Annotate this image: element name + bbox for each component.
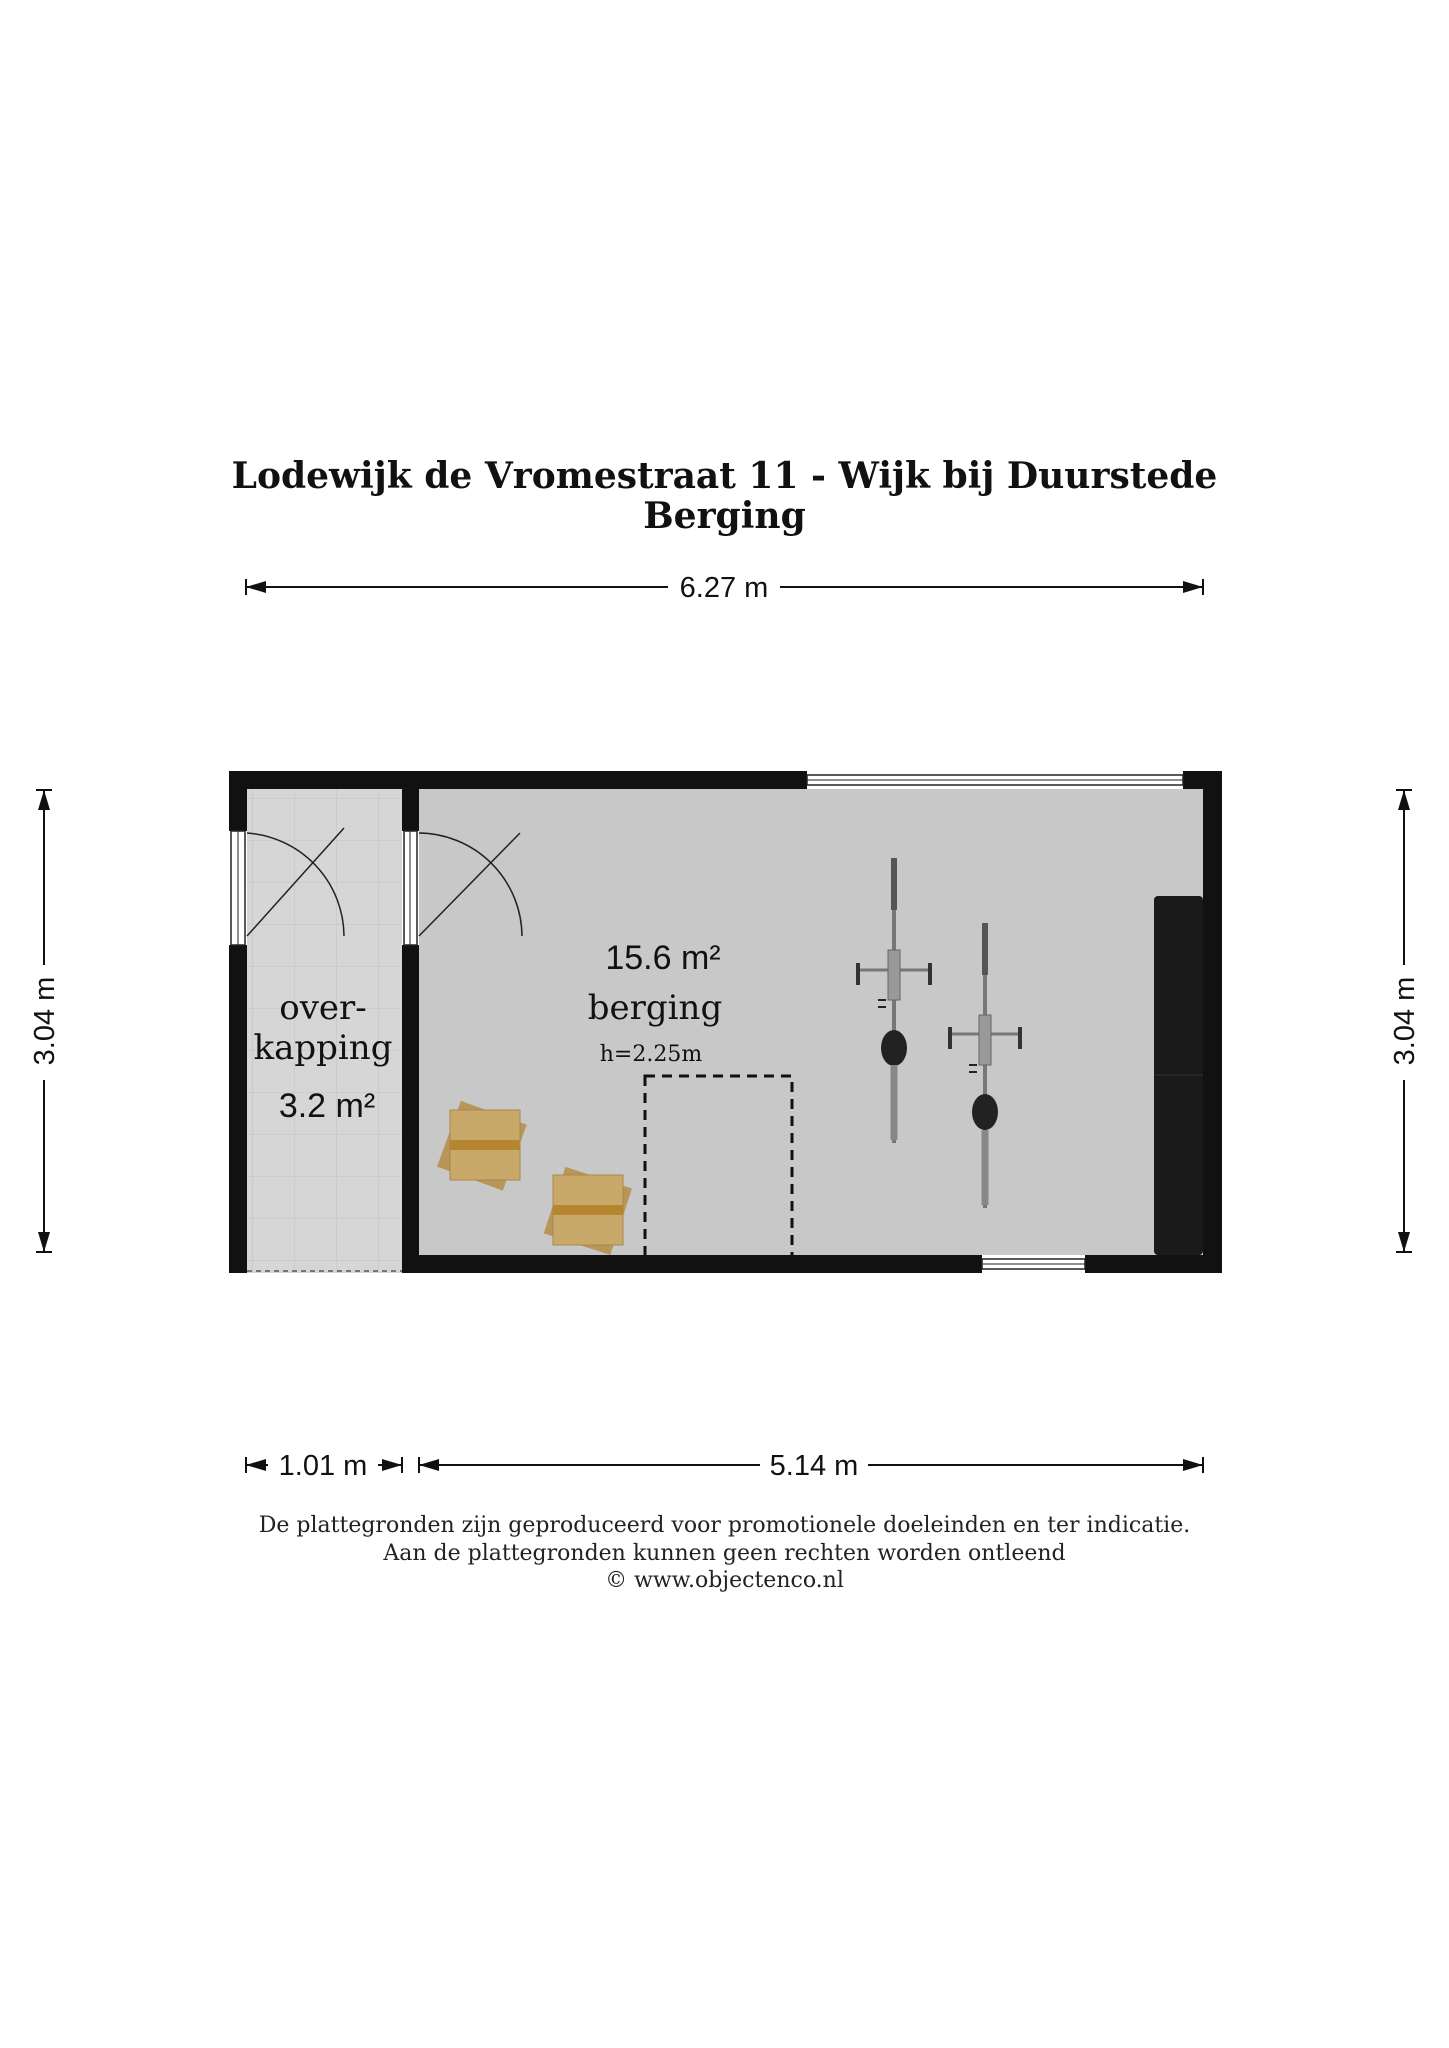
plan-title: Lodewijk de Vromestraat 11 - Wijk bij Duurstede xyxy=(231,455,1218,497)
window-icon xyxy=(807,775,1183,785)
cardboard-box-icon xyxy=(437,1101,527,1191)
disclaimer-line-3: © www.objectenco.nl xyxy=(605,1568,844,1593)
dimension-right-height-label: 3.04 m xyxy=(1389,976,1421,1066)
cardboard-box-icon xyxy=(544,1167,632,1255)
berging-area: 15.6 m² xyxy=(605,939,721,977)
dimension-overkapping-width-label: 1.01 m xyxy=(278,1450,368,1482)
dimension-left-height-label: 3.04 m xyxy=(29,976,61,1066)
berging-name: berging xyxy=(587,988,723,1028)
disclaimer-line-1: De plattegronden zijn geproduceerd voor promotionele doeleinden en ter indicatie. xyxy=(258,1513,1191,1538)
dimension-overkapping-width xyxy=(246,1450,402,1482)
dimension-left-height xyxy=(29,790,61,1252)
window-icon xyxy=(982,1259,1085,1269)
dimension-berging-width xyxy=(419,1450,1203,1482)
disclaimer-line-2: Aan de plattegronden kunnen geen rechten worden ontleend xyxy=(383,1541,1066,1566)
dimension-right-height xyxy=(1389,790,1421,1252)
dimension-total-width xyxy=(246,572,1203,604)
plan-subtitle: Berging xyxy=(643,495,806,537)
dimension-berging-width-label: 5.14 m xyxy=(769,1450,859,1482)
overkapping-name-line2: kapping xyxy=(253,1028,393,1068)
overkapping-name-line1: over- xyxy=(279,988,367,1028)
dimension-total-width-label: 6.27 m xyxy=(679,572,769,604)
berging-height: h=2.25m xyxy=(599,1042,703,1067)
berging-floor xyxy=(419,789,1203,1255)
overkapping-area: 3.2 m² xyxy=(278,1087,376,1125)
